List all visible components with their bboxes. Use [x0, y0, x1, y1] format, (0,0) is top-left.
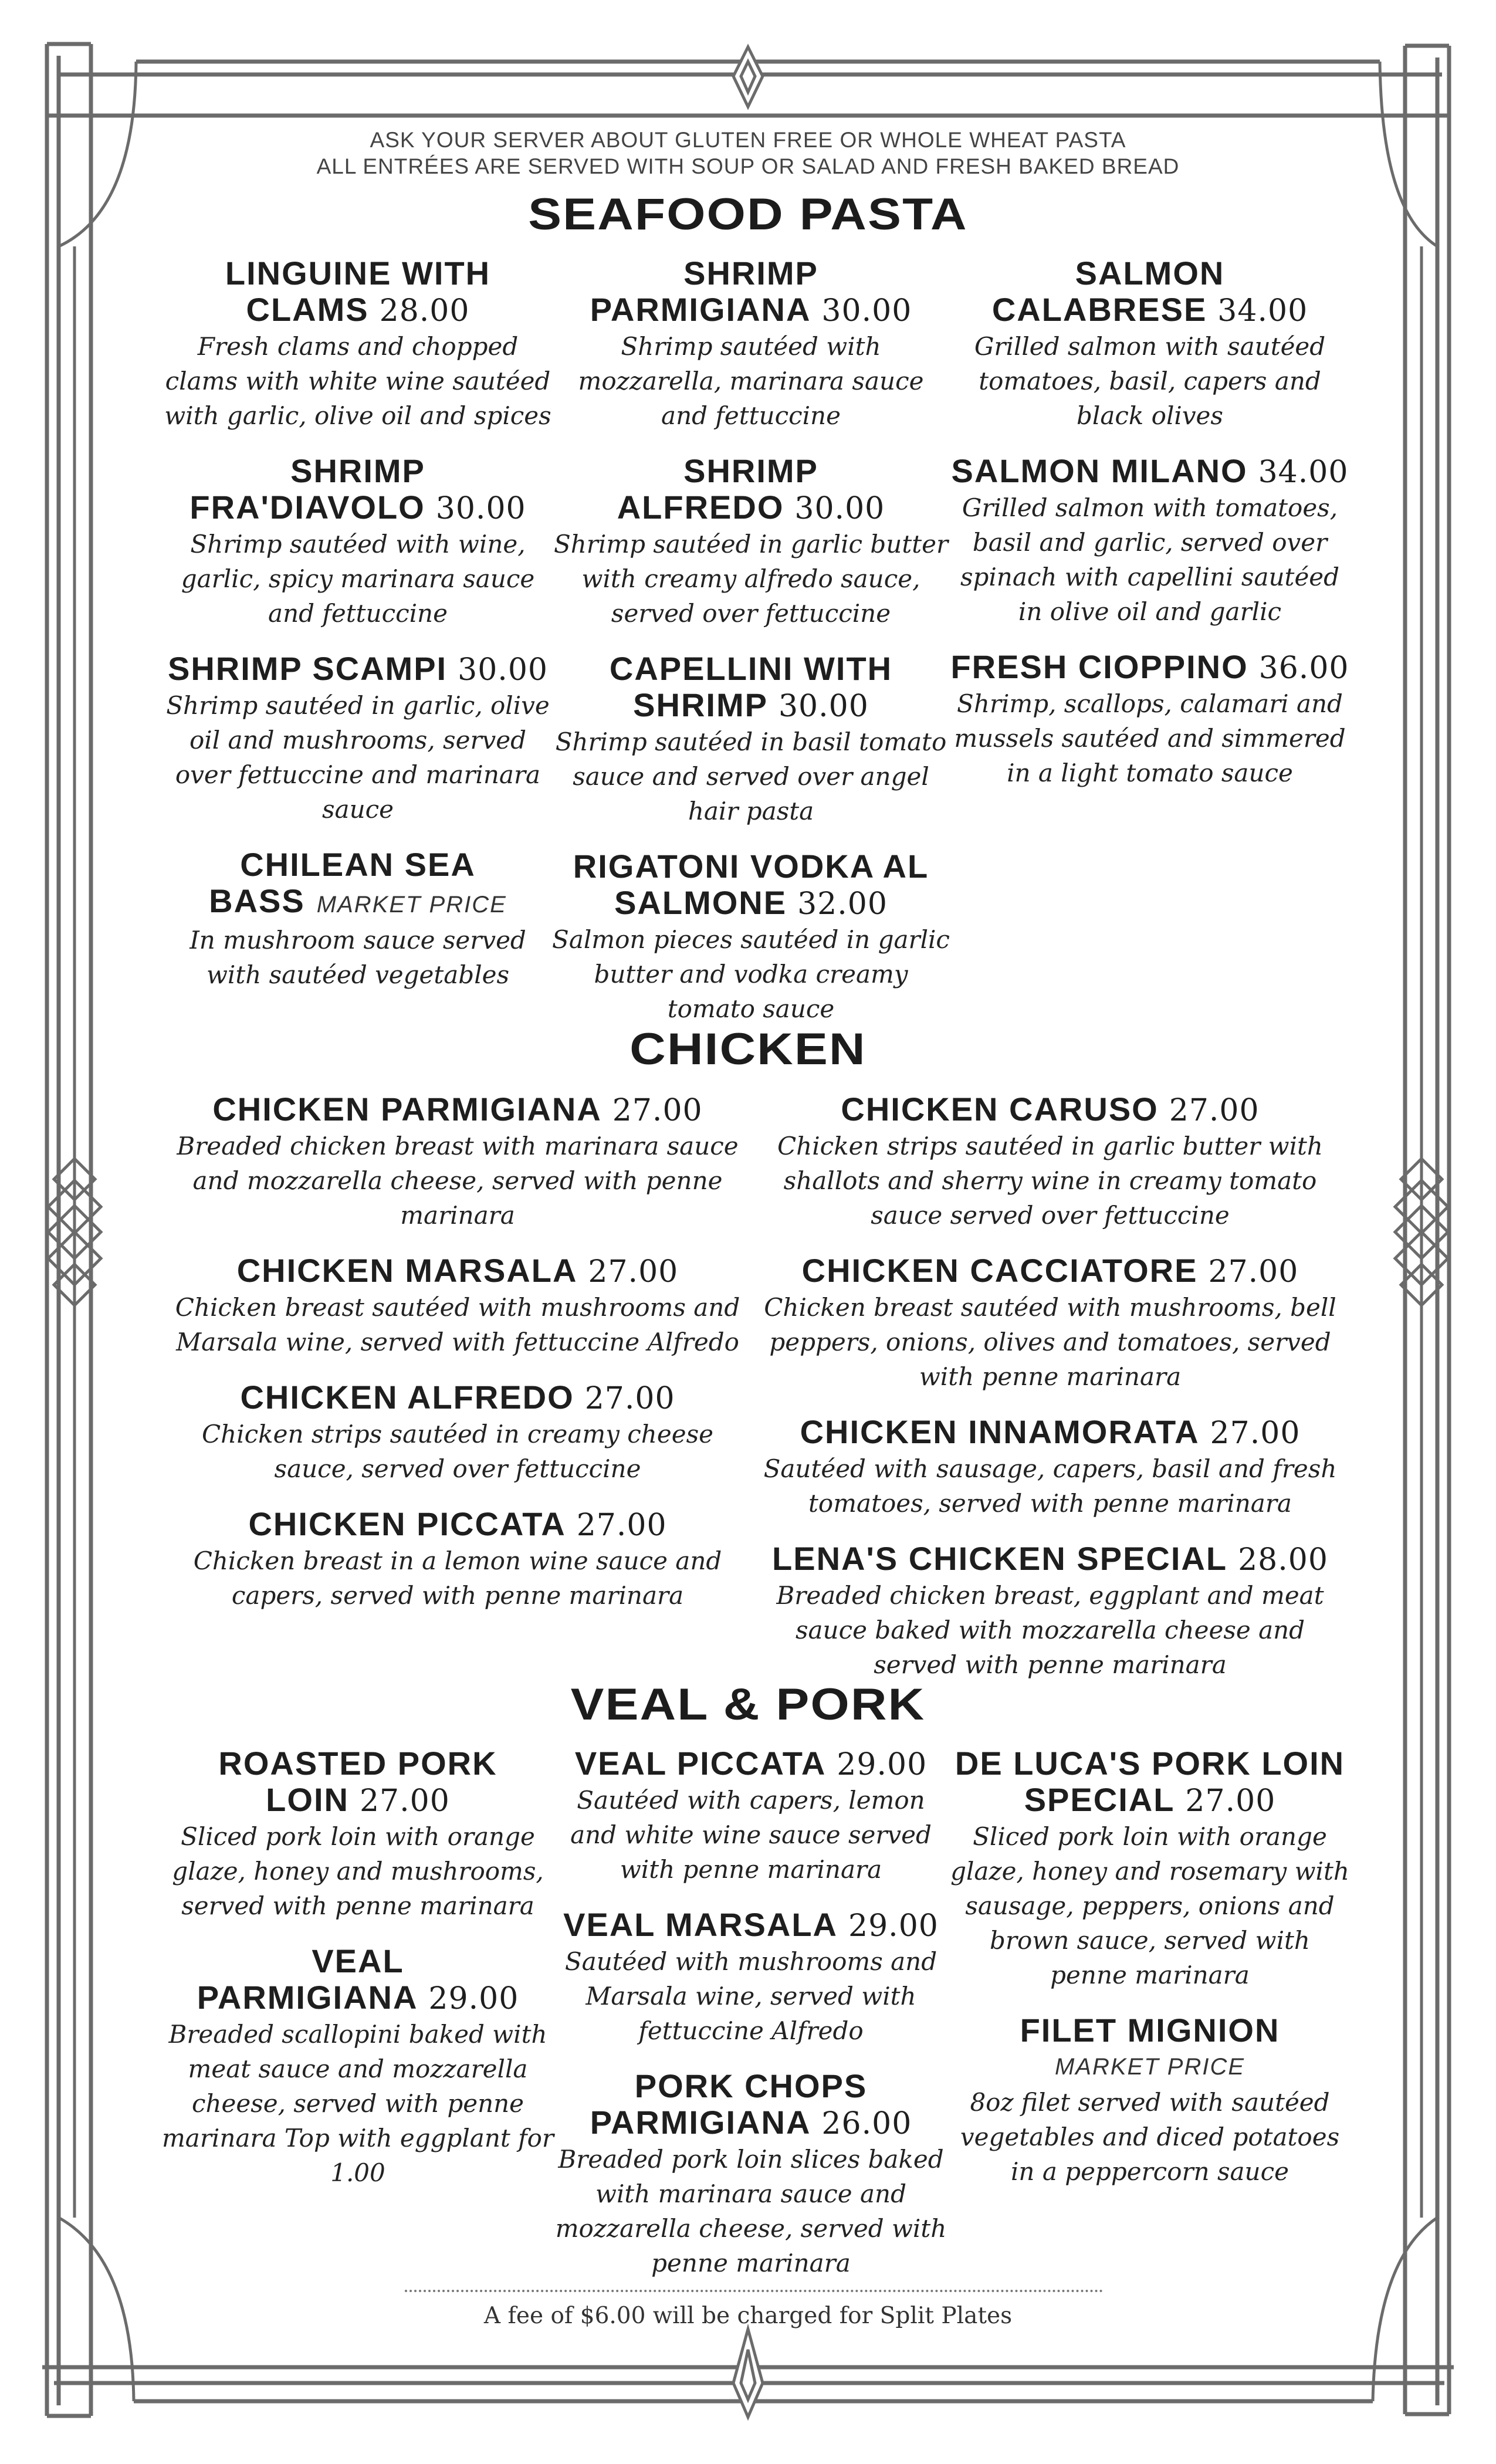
menu-item-description: Breaded scallopini baked with meat sauce and mozzarella cheese, served with penne marinara Top with eggplant for 1.00	[161, 2020, 554, 2187]
menu-item-heading	[551, 453, 950, 527]
menu-item-heading	[164, 1506, 751, 1544]
menu-item	[950, 255, 1349, 433]
menu-item	[551, 453, 950, 631]
menu-item-description: Chicken breast in a lemon wine sauce and capers, served with penne marinara	[193, 1546, 722, 1610]
menu-item-heading	[158, 1745, 557, 1819]
menu-item-heading	[551, 651, 950, 725]
menu-item-name: CHICKEN PICCATA	[248, 1505, 566, 1542]
menu-item-name: CHICKEN CARUSO	[841, 1091, 1159, 1128]
menu-item-price: 29.00	[837, 1747, 928, 1782]
note-gluten-free: ASK YOUR SERVER ABOUT GLUTEN FREE OR WHOLE WHEAT PASTA	[370, 128, 1126, 152]
menu-item-description: Shrimp sautéed in basil tomato sauce and served over angel hair pasta	[555, 727, 947, 825]
menu-item-name: SHRIMP ALFREDO	[617, 452, 818, 526]
menu-item-price: 29.00	[848, 1908, 939, 1944]
menu-item-price: 30.00	[458, 652, 548, 688]
menu-item	[950, 649, 1349, 790]
menu-item-price: 27.00	[612, 1093, 703, 1128]
menu-item	[551, 651, 950, 828]
veal-pork-column-1	[158, 1745, 557, 2210]
menu-item	[551, 1907, 950, 2048]
menu-item-description: Sautéed with mushrooms and Marsala wine, served with fettuccine Alfredo	[564, 1947, 937, 2045]
menu-item-heading	[551, 848, 950, 922]
menu-item	[158, 255, 557, 433]
menu-item-price: 27.00	[1210, 1416, 1301, 1451]
menu-item-price: 27.00	[576, 1508, 667, 1543]
section-title-seafood-pasta: SEAFOOD PASTA	[528, 189, 968, 239]
menu-item	[551, 1745, 950, 1887]
menu-item-heading	[164, 1379, 751, 1417]
menu-item-description: In mushroom sauce served with sautéed vegetables	[189, 926, 526, 989]
menu-item-name: CHILEAN SEA BASS	[209, 846, 476, 919]
menu-item-price: 34.00	[1258, 455, 1349, 490]
market-price-label: MARKET PRICE	[316, 892, 507, 918]
menu-item-heading	[551, 1907, 950, 1944]
seafood-column-2	[551, 255, 950, 1046]
menu-item-name: ROASTED PORK LOIN	[218, 1745, 497, 1818]
menu-item-price: 29.00	[428, 1981, 519, 2016]
menu-item-price: 36.00	[1258, 651, 1349, 686]
dotted-divider	[405, 2290, 1103, 2292]
menu-item-description: Grilled salmon with sautéed tomatoes, basil, capers and black olives	[974, 332, 1326, 430]
menu-item-name: LENA'S CHICKEN SPECIAL	[772, 1540, 1228, 1577]
menu-item-description: Salmon pieces sautéed in garlic butter and vodka creamy tomato sauce	[552, 925, 950, 1023]
menu-item-price: 32.00	[797, 886, 888, 922]
menu-item-description: Grilled salmon with tomatoes, basil and garlic, served over spinach with capellini sautéed in olive oil and garlic	[960, 493, 1340, 626]
menu-item-price: 28.00	[1238, 1542, 1328, 1578]
menu-item	[158, 453, 557, 631]
chicken-column-2	[757, 1091, 1343, 1702]
menu-item-price: 27.00	[359, 1783, 450, 1819]
menu-item-description: Sliced pork loin with orange glaze, honey and mushrooms, served with penne marinara	[172, 1822, 544, 1920]
menu-item-name: CHICKEN CACCIATORE	[801, 1252, 1198, 1289]
menu-item-description: Shrimp sautéed with mozzarella, marinara sauce and fettuccine	[578, 332, 924, 430]
menu-item-name: SHRIMP SCAMPI	[167, 650, 448, 687]
menu-item-description: Sautéed with sausage, capers, basil and fresh tomatoes, served with penne marinara	[763, 1454, 1337, 1518]
menu-item	[551, 848, 950, 1026]
seafood-column-3	[950, 255, 1349, 810]
menu-item-description: Shrimp sautéed with wine, garlic, spicy marinara sauce and fettuccine	[181, 530, 535, 628]
seafood-column-1	[158, 255, 557, 1012]
menu-item-name: FRESH CIOPPINO	[950, 648, 1248, 685]
menu-item-description: Chicken strips sautéed in garlic butter with shallots and sherry wine in creamy tomato sauce served over fettuccine	[777, 1132, 1323, 1230]
menu-item-heading	[950, 255, 1349, 329]
veal-pork-column-2	[551, 1745, 950, 2300]
menu-item-price: 26.00	[821, 2106, 912, 2141]
menu-item	[950, 453, 1349, 629]
menu-item	[757, 1541, 1343, 1682]
menu-item-heading	[950, 453, 1349, 490]
menu-item	[551, 2068, 950, 2280]
menu-item-heading	[551, 255, 950, 329]
menu-item-heading	[164, 1253, 751, 1290]
menu-item	[158, 847, 557, 992]
menu-item-description: Shrimp, scallops, calamari and mussels sautéed and simmered in a light tomato sauce	[954, 689, 1346, 787]
menu-item-name: FILET MIGNION	[1020, 2012, 1280, 2049]
menu-item-description: Breaded pork loin slices baked with marinara sauce and mozzarella cheese, served with penne marinara	[555, 2145, 947, 2277]
menu-item-price: 27.00	[1185, 1783, 1276, 1819]
menu-item-price: 30.00	[778, 689, 869, 724]
section-title-chicken: CHICKEN	[629, 1024, 867, 1074]
menu-item-price: 27.00	[584, 1381, 675, 1416]
menu-item	[158, 651, 557, 827]
menu-item-name: CHICKEN INNAMORATA	[800, 1413, 1200, 1450]
menu-item-description: Shrimp sautéed in garlic butter with creamy alfredo sauce, served over fettuccine	[553, 530, 949, 628]
menu-item-price: 27.00	[1169, 1093, 1260, 1128]
menu-item-price: 28.00	[379, 293, 470, 329]
menu-item-heading	[757, 1091, 1343, 1129]
menu-item-description: Chicken strips sautéed in creamy cheese sauce, served over fettuccine	[202, 1420, 713, 1483]
menu-item-description: Sautéed with capers, lemon and white wine sauce served with penne marinara	[570, 1786, 932, 1884]
note-entrees-served-with: ALL ENTRÉES ARE SERVED WITH SOUP OR SALAD AND FRESH BAKED BREAD	[316, 154, 1180, 178]
menu-item-name: VEAL PARMIGIANA	[197, 1942, 418, 2016]
menu-item-heading	[158, 651, 557, 688]
menu-item	[158, 1943, 557, 2190]
split-plate-fee-note: A fee of $6.00 will be charged for Split Plates	[483, 2303, 1013, 2329]
menu-item-heading	[950, 2012, 1349, 2085]
menu-item	[757, 1091, 1343, 1233]
menu-item-name: DE LUCA'S PORK LOIN SPECIAL	[955, 1745, 1345, 1818]
menu-item-name: VEAL PICCATA	[574, 1745, 827, 1782]
section-title-veal-pork: VEAL & PORK	[570, 1680, 926, 1729]
menu-item-heading	[757, 1414, 1343, 1451]
menu-item	[950, 2012, 1349, 2189]
menu-item-name: SALMON MILANO	[951, 452, 1248, 489]
menu-item-description: Breaded chicken breast, eggplant and meat sauce baked with mozzarella cheese and served with penne marinara	[776, 1581, 1324, 1679]
menu-item-price: 30.00	[435, 491, 526, 526]
menu-item-heading	[158, 847, 557, 923]
menu-item-heading	[757, 1541, 1343, 1578]
menu-item-name: LINGUINE WITH CLAMS	[225, 255, 491, 328]
chicken-column-1	[164, 1091, 751, 1633]
menu-item-description: 8oz filet served with sautéed vegetables and diced potatoes in a peppercorn sauce	[960, 2088, 1340, 2186]
menu-item-name: CHICKEN ALFREDO	[240, 1379, 574, 1416]
menu-item-heading	[551, 1745, 950, 1783]
menu-item-heading	[164, 1091, 751, 1129]
menu-item-description: Fresh clams and chopped clams with white wine sautéed with garlic, olive oil and spices	[164, 332, 551, 430]
menu-item-description: Chicken breast sautéed with mushrooms and Marsala wine, served with fettuccine Alfredo	[175, 1293, 740, 1356]
menu-item-name: SHRIMP FRA'DIAVOLO	[189, 452, 425, 526]
menu-item	[950, 1745, 1349, 1992]
menu-item-heading	[551, 2068, 950, 2142]
market-price-label: MARKET PRICE	[1054, 2054, 1245, 2080]
menu-item-price: 27.00	[588, 1254, 679, 1289]
menu-item-name: PORK CHOPS PARMIGIANA	[590, 2067, 868, 2141]
menu-item-price: 34.00	[1217, 293, 1308, 329]
menu-item-name: CHICKEN MARSALA	[236, 1252, 578, 1289]
menu-item	[164, 1506, 751, 1613]
menu-item-name: CHICKEN PARMIGIANA	[212, 1091, 602, 1128]
menu-item-heading	[950, 1745, 1349, 1819]
menu-item-heading	[158, 453, 557, 527]
menu-item-description: Shrimp sautéed in garlic, olive oil and mushrooms, served over fettuccine and marinara sauce	[166, 691, 550, 824]
menu-item	[551, 255, 950, 433]
menu-item-name: VEAL MARSALA	[563, 1906, 838, 1943]
menu-item	[158, 1745, 557, 1923]
menu-item-heading	[757, 1253, 1343, 1290]
menu-item	[164, 1253, 751, 1359]
menu-item	[164, 1091, 751, 1233]
menu-item-name: SALMON CALABRESE	[991, 255, 1225, 328]
menu-item-name: RIGATONI VODKA AL SALMONE	[573, 848, 929, 921]
menu-item	[757, 1414, 1343, 1521]
menu-item-heading	[158, 255, 557, 329]
menu-item	[164, 1379, 751, 1486]
menu-item-name: CAPELLINI WITH SHRIMP	[609, 650, 893, 723]
menu-item	[757, 1253, 1343, 1394]
menu-item-price: 27.00	[1208, 1254, 1299, 1289]
menu-item-heading	[950, 649, 1349, 686]
menu-item-price: 30.00	[821, 293, 912, 329]
menu-item-price: 30.00	[794, 491, 885, 526]
menu-item-heading	[158, 1943, 557, 2017]
menu-item-description: Sliced pork loin with orange glaze, honey and rosemary with sausage, peppers, onions and brown sauce, served with penne marinara	[950, 1822, 1349, 1989]
menu-item-description: Chicken breast sautéed with mushrooms, bell peppers, onions, olives and tomatoes, served with penne marinara	[764, 1293, 1336, 1391]
menu-item-name: SHRIMP PARMIGIANA	[590, 255, 818, 328]
veal-pork-column-3	[950, 1745, 1349, 2209]
menu-item-description: Breaded chicken breast with marinara sauce and mozzarella cheese, served with penne marinara	[177, 1132, 739, 1230]
